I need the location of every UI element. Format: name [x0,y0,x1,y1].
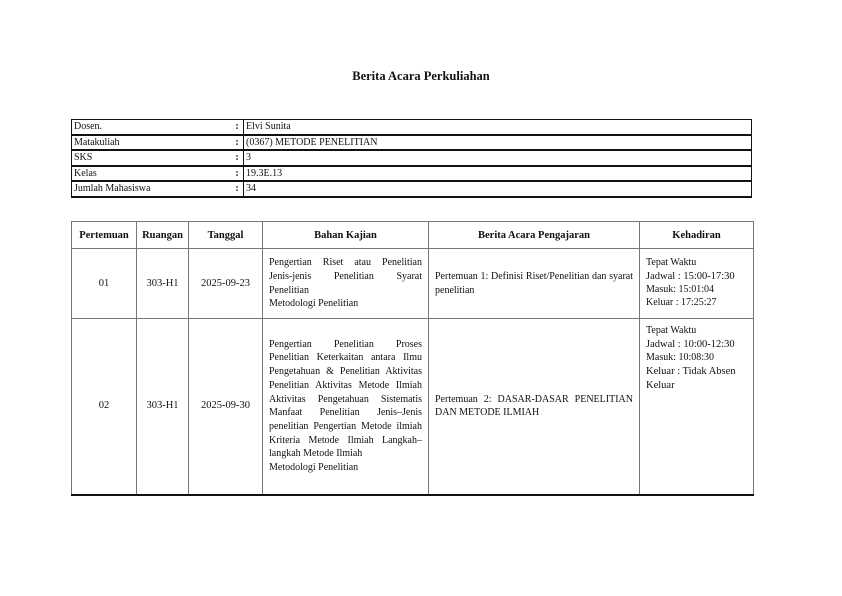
kehadiran-keluar: Keluar : Tidak Absen Keluar [646,365,736,392]
info-row-matakuliah [72,135,752,151]
cell-ruangan: 303-H1 [137,319,189,495]
info-value: (0367) METODE PENELITIAN [244,135,752,151]
bahan-kajian-text: Pengertian Penelitian Proses Penelitian Keterkaitan antara Ilmu Pengetahuan & Penelitian Aktivitas Penelitian Aktivitas Metode Ilmiah Aktivitas Pengetahuan Sistematis Manfaat Penelitian Jenis–Jenis penelitian Pengertian Metode ilmiah Kriteria Metode Ilmiah Langkah–langkah Metode Ilmiah [269,338,422,460]
info-row-jumlah-mahasiswa [72,181,752,197]
kehadiran-status: Tepat Waktu [646,325,697,336]
header-kehadiran: Kehadiran [640,222,754,249]
cell-ruangan: 303-H1 [137,249,189,319]
cell-tanggal: 2025-09-30 [189,319,263,495]
cell-berita-acara: Pertemuan 2: DASAR-DASAR PENELITIAN DAN METODE ILMIAH [429,319,640,495]
header-ruangan: Ruangan [137,222,189,249]
header-tanggal: Tanggal [189,222,263,249]
kehadiran-jadwal: Jadwal : 10:00-12:30 [646,338,735,350]
info-label: Matakuliah [72,135,232,151]
info-value: Elvi Sunita [244,120,752,135]
info-value: 19.3E.13 [244,166,752,182]
cell-berita-acara: Pertemuan 1: Definisi Riset/Penelitian dan syarat penelitian [429,249,640,319]
info-label: Dosen. [72,120,232,135]
kehadiran-masuk: Masuk: 15:01:04 [646,284,715,296]
cell-pertemuan: 01 [72,249,137,319]
document-title: Berita Acara Perkuliahan [352,69,490,83]
kehadiran-masuk: Masuk: 10:08:30 [646,352,715,364]
info-row-sks [72,150,752,166]
bahan-kajian-text: Pengertian Riset atau Penelitian Jenis-jenis Penelitian Syarat Penelitian [269,257,422,296]
header-bahan-kajian: Bahan Kajian [263,222,429,249]
cell-kehadiran [640,319,754,495]
cell-kehadiran [640,249,754,319]
kehadiran-status: Tepat Waktu [646,257,697,269]
cell-tanggal: 2025-09-23 [189,249,263,319]
info-value: 34 [244,181,752,197]
bahan-kajian-text: Metodologi Penelitian [269,298,359,310]
cell-pertemuan: 02 [72,319,137,495]
header-pertemuan: Pertemuan [72,222,137,249]
cell-bahan-kajian [263,249,429,319]
bahan-kajian-text: Metodologi Penelitian [269,462,359,474]
lecture-record-table [71,221,754,496]
kehadiran-jadwal: Jadwal : 15:00-17:30 [646,270,735,282]
table-row [72,319,754,495]
info-row-dosen [72,120,752,135]
info-colon: : [231,135,244,151]
info-label: SKS [72,150,232,166]
info-value: 3 [244,150,752,166]
info-label: Kelas [72,166,232,182]
cell-bahan-kajian [263,319,429,495]
info-label: Jumlah Mahasiswa [72,181,232,197]
header-berita-acara: Berita Acara Pengajaran [429,222,640,249]
info-colon: : [231,120,244,135]
info-colon: : [231,181,244,197]
table-row [72,249,754,319]
kehadiran-keluar: Keluar : 17:25:27 [646,297,717,309]
info-colon: : [231,166,244,182]
info-row-kelas [72,166,752,182]
info-colon: : [231,150,244,166]
table-header-row [72,222,754,249]
course-info-table [71,119,752,198]
